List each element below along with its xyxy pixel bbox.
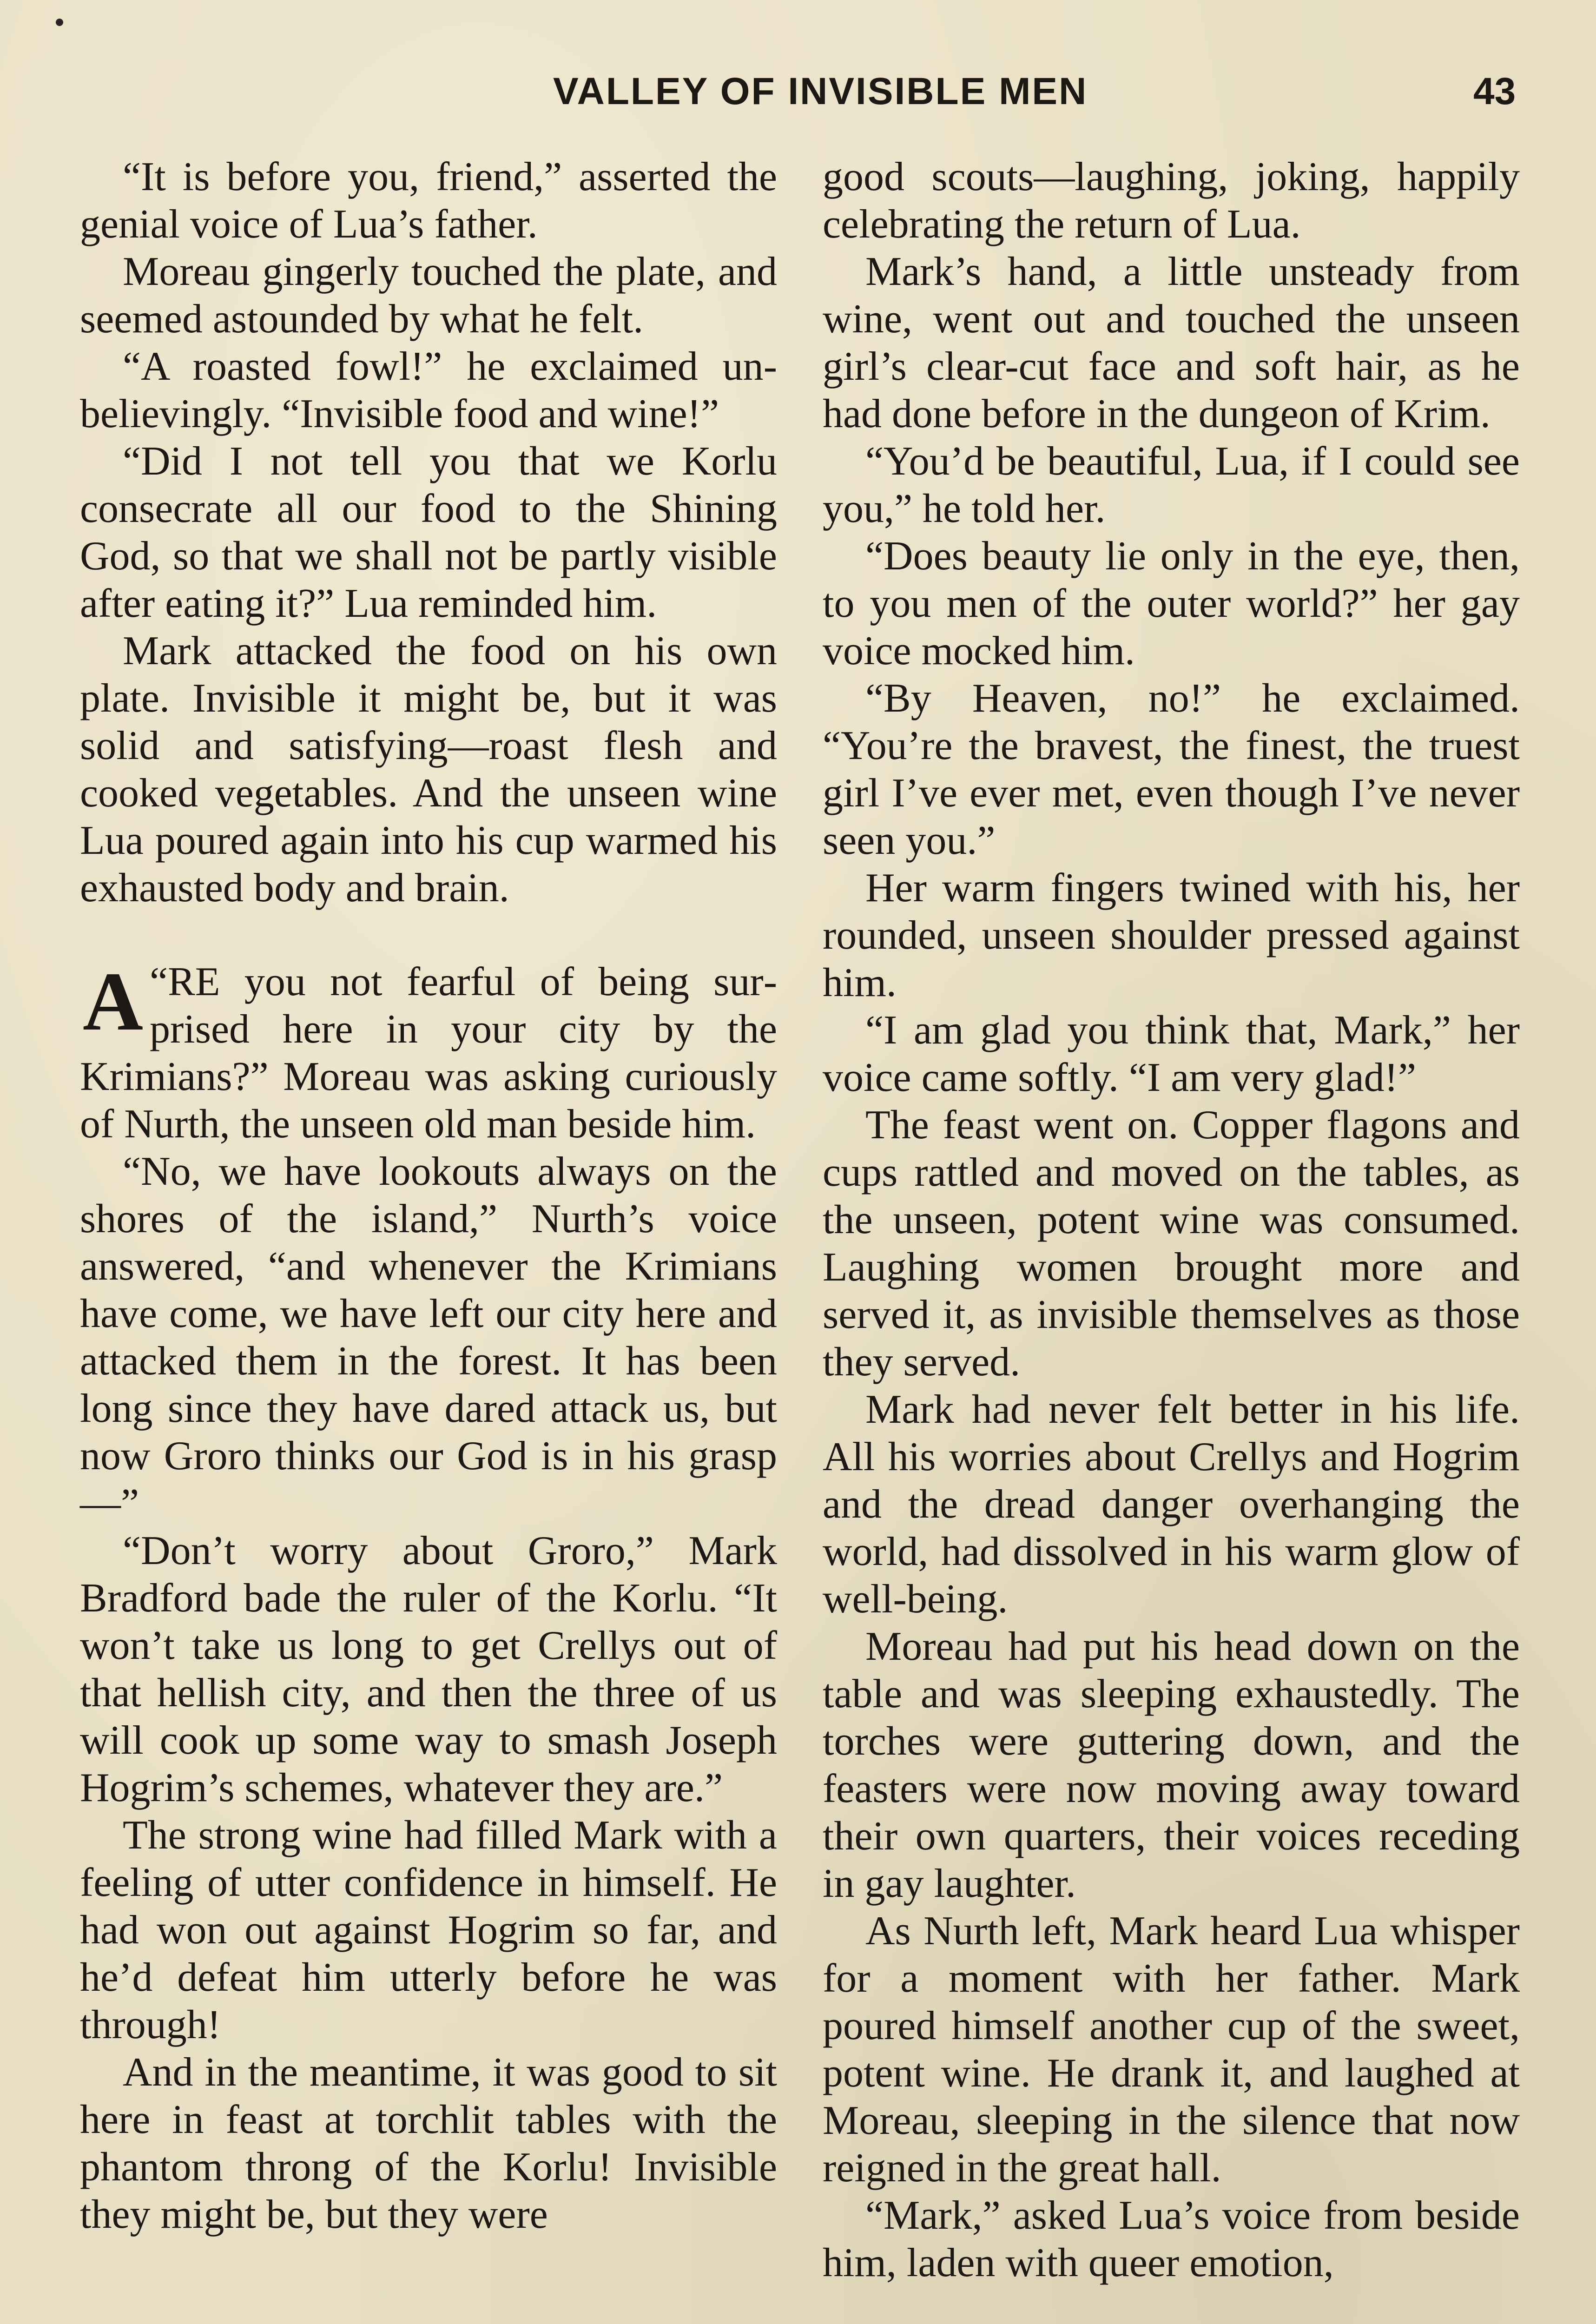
- paragraph: Mark attacked the food on his own plate. Invisible it might be, but it was solid and satisfying—roast flesh and cooked vegetables. And the unseen wine Lua poured again into his cup warmed his exhausted body and brain.: [80, 628, 777, 911]
- paragraph: Mark had never felt better in his life. All his worries about Crellys and Hogrim and the dread danger overhanging the world, had dissolved in his warm glow of well-being.: [823, 1387, 1520, 1622]
- drop-cap-letter: A: [83, 955, 143, 1048]
- paragraph: “Don’t worry about Groro,” Mark Bradford bade the ruler of the Korlu. “It won’t take us long to get Crellys out of that hellish city, and then the three of us will cook up some way to smash Joseph Hogrim’s schemes, whatever they are.”: [80, 1528, 777, 1810]
- paragraph: Her warm fingers twined with his, her rounded, unseen shoulder pressed against him.: [823, 865, 1520, 1005]
- paragraph: “Mark,” asked Lua’s voice from beside him, laden with queer emotion,: [823, 2193, 1520, 2285]
- paragraph: The feast went on. Copper flagons and cups rattled and moved on the tables, as the unseen, potent wine was consumed. Laughing women brought more and served it, as invisible themselves as those they served.: [823, 1103, 1520, 1385]
- right-column: [823, 153, 1520, 2287]
- continued-paragraph: good scouts—laughing, joking, happily celebrating the return of Lua.: [823, 154, 1520, 247]
- page-bullet-mark: [56, 19, 63, 26]
- paragraph: “No, we have lookouts always on the shores of the island,” Nurth’s voice answered, “and whenever the Krimians have come, we have left our city here and attacked them in the forest. It has been long since they have dared attack us, but now Groro thinks our God is in his grasp—”: [80, 1149, 777, 1526]
- paragraph: “You’d be beautiful, Lua, if I could see you,” he told her.: [823, 439, 1520, 531]
- section-break: [80, 912, 777, 958]
- paragraph: “By Heaven, no!” he exclaimed. “You’re the bravest, the finest, the truest girl I’ve ever met, even though I’ve never seen you.”: [823, 676, 1520, 863]
- running-header: [0, 70, 1596, 125]
- section-opening-paragraph: [80, 955, 777, 1148]
- paragraph: “I am glad you think that, Mark,” her voice came softly. “I am very glad!”: [823, 1008, 1520, 1100]
- paragraph: “A roasted fowl!” he exclaimed unbelievingly. “Invisible food and wine!”: [80, 344, 777, 436]
- paragraph: As Nurth left, Mark heard Lua whisper for a moment with her father. Mark poured himself another cup of the sweet, potent wine. He drank it, and laughed at Moreau, sleeping in the silence that now reigned in the great hall.: [823, 1908, 1520, 2191]
- paragraph: “Did I not tell you that we Korlu consecrate all our food to the Shining God, so that we shall not be partly visible after eating it?” Lua reminded him.: [80, 439, 777, 626]
- paragraph: “Does beauty lie only in the eye, then, to you men of the outer world?” her gay voice mocked him.: [823, 534, 1520, 673]
- paragraph: The strong wine had filled Mark with a feeling of utter confidence in himself. He had won out against Hogrim so far, and he’d defeat him utterly before he was through!: [80, 1813, 777, 2047]
- left-column: [80, 153, 777, 2238]
- section-opening-text: RE you not fearful of being surprised here in your city by the Krimians?” Moreau was asking curiously of Nurth, the unseen old man beside him.: [80, 959, 777, 1147]
- paragraph: Moreau had put his head down on the table and was sleeping exhaustedly. The torches were guttering down, and the feasters were now moving away toward their own quarters, their voices receding in gay laughter.: [823, 1624, 1520, 1906]
- page-number: 43: [1473, 70, 1516, 112]
- opening-quote-mark: “: [150, 959, 168, 1004]
- paragraph: And in the meantime, it was good to sit here in feast at torchlit tables with the phantom throng of the Korlu! Invisible they might be, but they were: [80, 2050, 777, 2237]
- running-title: VALLEY OF INVISIBLE MEN: [553, 70, 1088, 112]
- paragraph: Mark’s hand, a little unsteady from wine, went out and touched the unseen girl’s clear-cut face and soft hair, as he had done before in the dungeon of Krim.: [823, 249, 1520, 436]
- paragraph: “It is before you, friend,” asserted the genial voice of Lua’s father.: [80, 154, 777, 247]
- paragraph: Moreau gingerly touched the plate, and seemed astounded by what he felt.: [80, 249, 777, 342]
